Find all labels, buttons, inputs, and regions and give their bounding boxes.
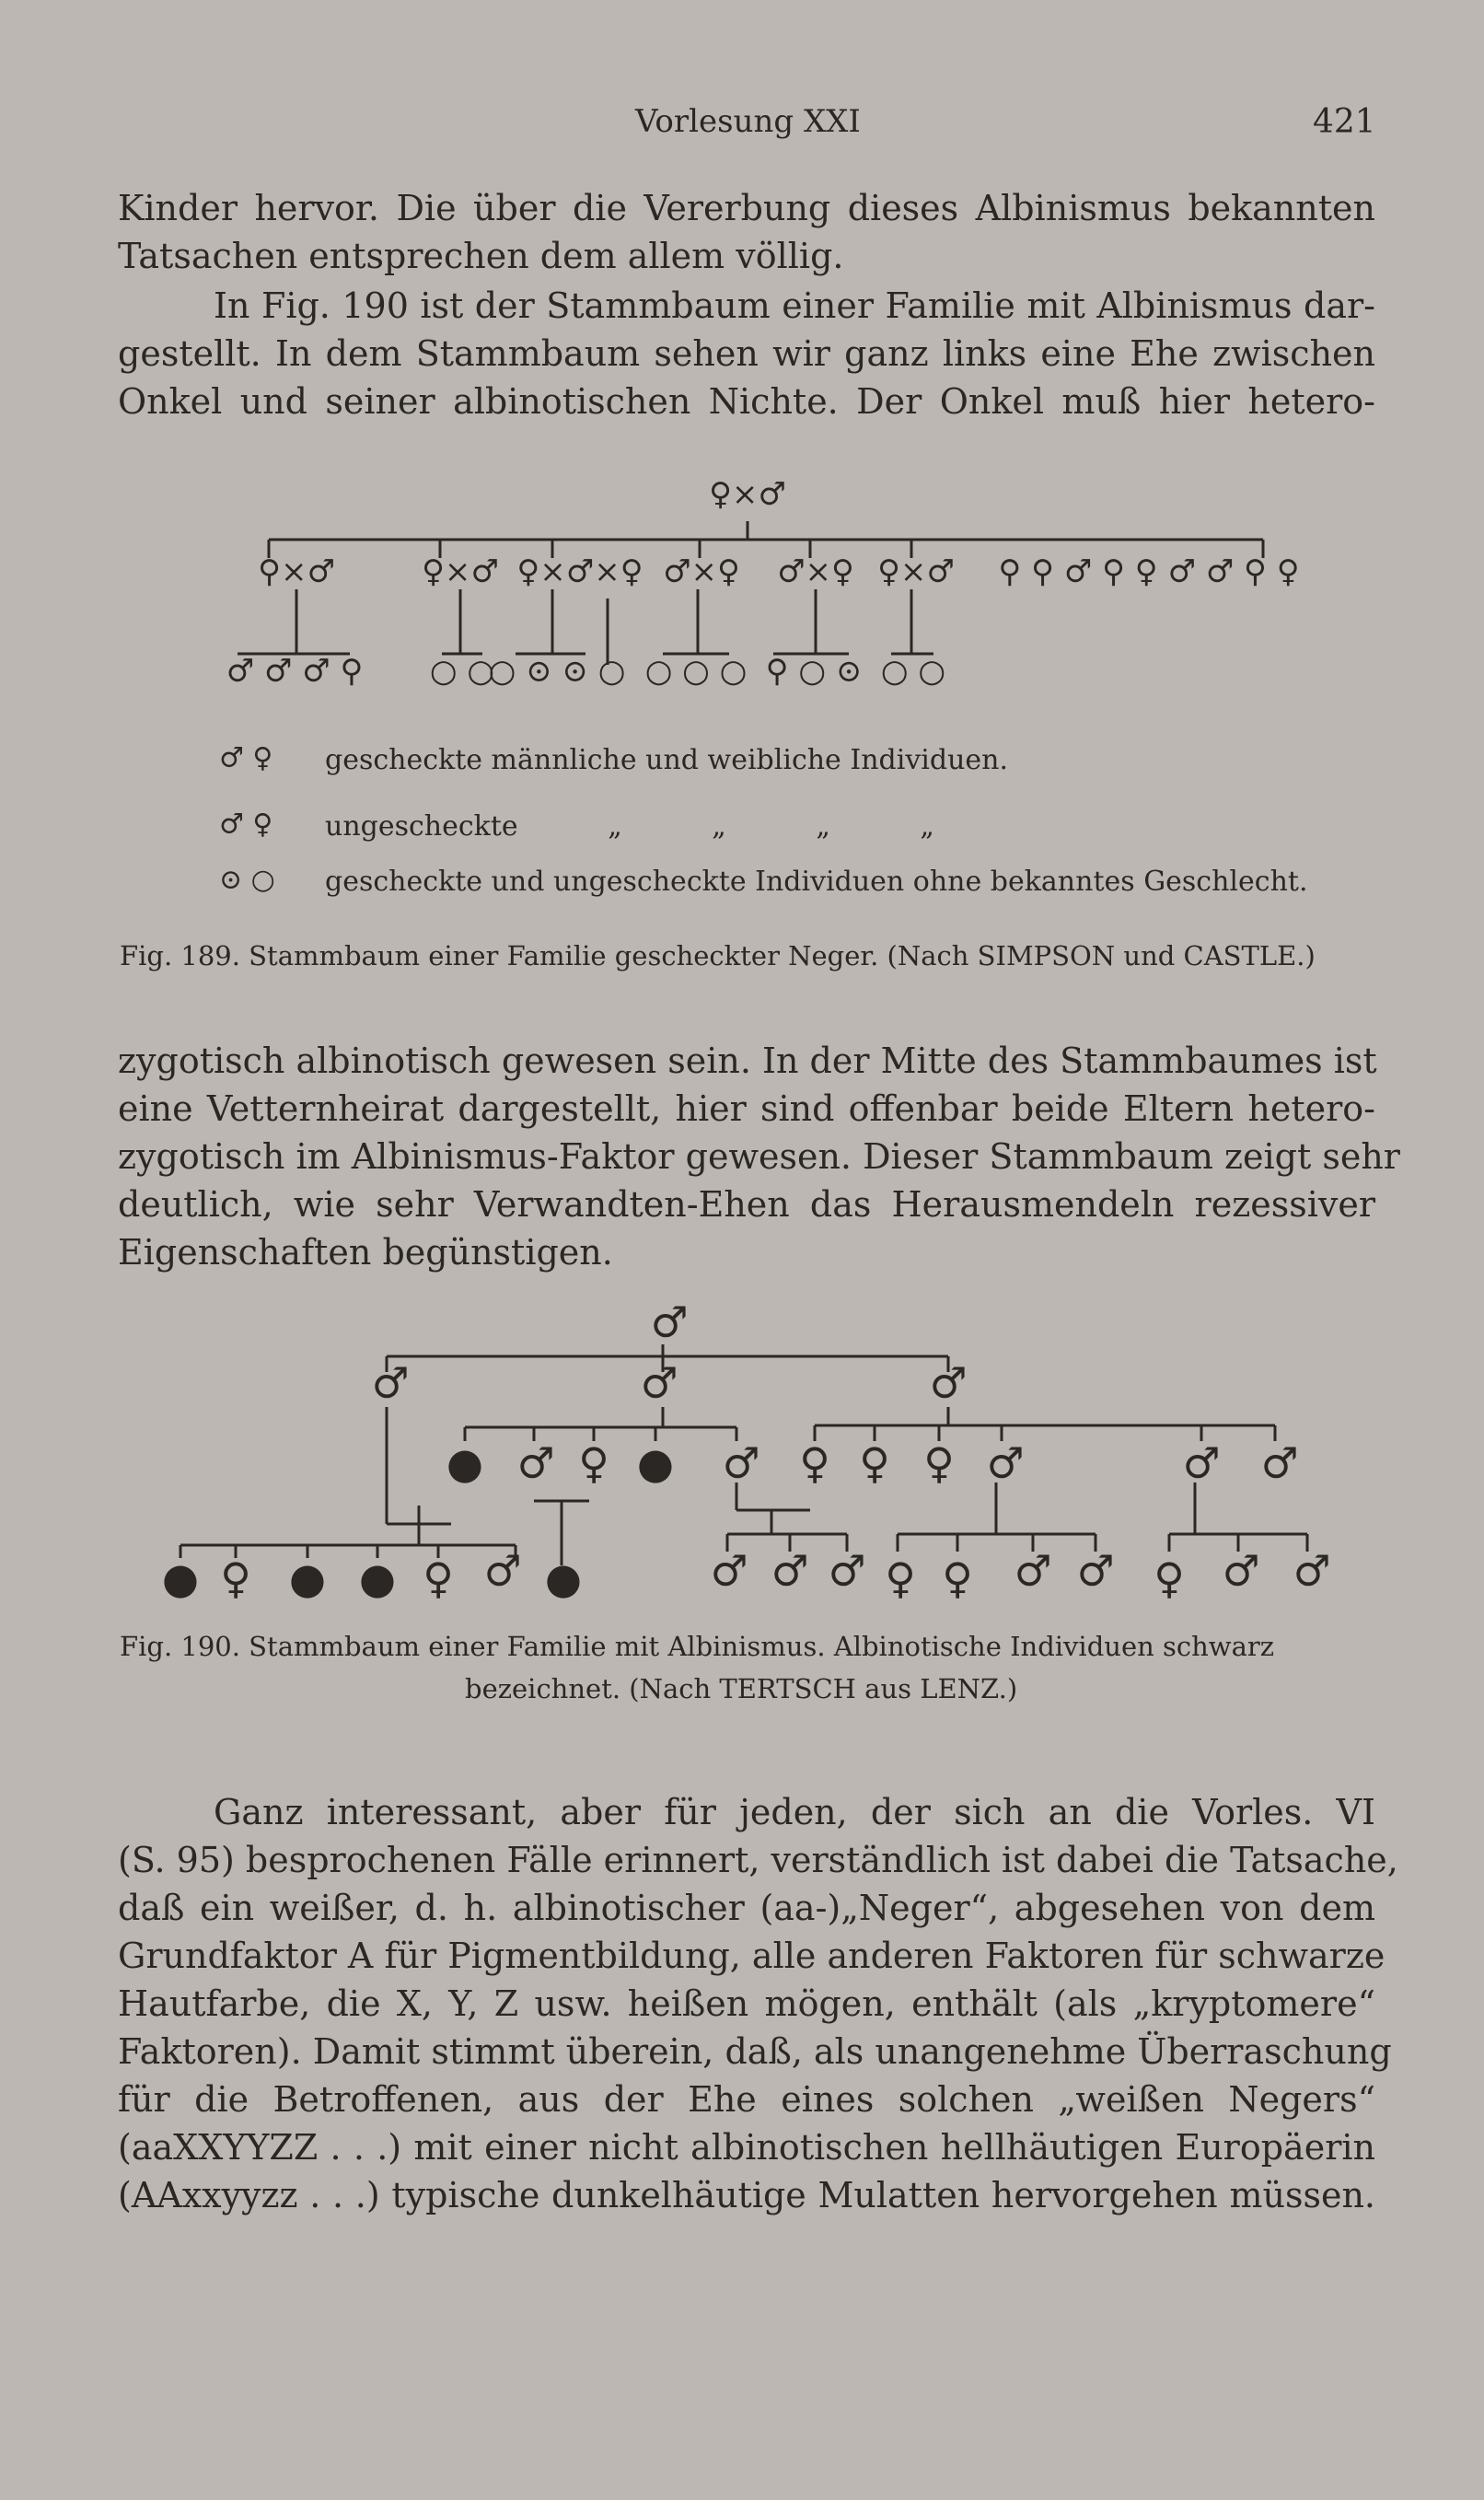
svg-text:♂: ♂ (640, 1358, 678, 1408)
paragraph-4 (118, 1788, 1398, 2219)
text-line: In Fig. 190 ist der Stammbaum einer Familie mit Albinismus dar- (214, 285, 1375, 326)
svg-text:♂ ♂ ♂ ⚲: ♂ ♂ ♂ ⚲ (226, 653, 364, 690)
figure-190-caption-line-2: bezeichnet. (Nach TERTSCH aus LENZ.) (465, 1673, 1018, 1704)
svg-text:♀: ♀ (885, 1553, 916, 1603)
page-number: 421 (1313, 103, 1376, 141)
text-line: Eigenschaften begünstigen. (118, 1232, 613, 1273)
legend-text: ungescheckte „ „ „ „ (325, 810, 934, 843)
text-line: (AAxxyyzz . . .) typische dunkelhäutige Mulatten hervorgehen müssen. (118, 2175, 1375, 2215)
figure-189-pedigree (0, 460, 1484, 727)
text-line: Ganz interessant, aber für jeden, der sich an die Vorles. VI (214, 1792, 1375, 1832)
svg-text:●: ● (358, 1553, 397, 1603)
svg-text:○ ○: ○ ○ (880, 653, 946, 690)
svg-text:♂: ♂ (1182, 1438, 1221, 1488)
legend-symbols: ♂ ♀ (219, 742, 273, 774)
svg-text:●: ● (446, 1438, 484, 1488)
svg-text:○ ○ ○: ○ ○ ○ (644, 653, 748, 690)
svg-text:●: ● (288, 1553, 327, 1603)
svg-text:⚲ ⚲ ♂ ⚲ ♀ ♂ ♂ ⚲ ♀: ⚲ ⚲ ♂ ⚲ ♀ ♂ ♂ ⚲ ♀ (998, 553, 1300, 590)
svg-text:♂: ♂ (710, 1546, 748, 1596)
paragraph-1 (118, 184, 1375, 280)
svg-text:♂: ♂ (1293, 1546, 1331, 1596)
svg-text:●: ● (544, 1553, 583, 1603)
svg-text:⚲ ○ ⊙: ⚲ ○ ⊙ (765, 653, 863, 690)
svg-text:●: ● (636, 1438, 675, 1488)
female-male-symbols: ♀×♂ (709, 476, 786, 513)
legend-symbols: ⊙ ○ (219, 864, 275, 896)
text-line: daß ein weißer, d. h. albinotischer (aa-)„Neger“, abgesehen von dem (118, 1888, 1375, 1928)
text-line: (S. 95) besprochenen Fälle erinnert, verständlich ist dabei die Tatsache, (118, 1840, 1398, 1880)
paragraph-2 (118, 282, 1375, 425)
text-line: Kinder hervor. Die über die Vererbung dieses Albinismus bekannten (118, 188, 1375, 228)
svg-text:♂×♀: ♂×♀ (777, 553, 854, 590)
figure-190-pedigree (0, 1289, 1484, 1607)
svg-text:♂: ♂ (371, 1358, 410, 1408)
figure-190-caption-line-1: Fig. 190. Stammbaum einer Familie mit Albinismus. Albinotische Individuen schwarz (120, 1631, 1275, 1662)
svg-text:♀: ♀ (923, 1438, 955, 1488)
svg-text:♂: ♂ (483, 1546, 522, 1596)
svg-text:♀×♂: ♀×♂ (877, 553, 955, 590)
text-line: eine Vetternheirat dargestellt, hier sind offenbar beide Eltern hetero- (118, 1088, 1375, 1129)
paragraph-3 (118, 1037, 1400, 1276)
svg-text:♂: ♂ (650, 1297, 689, 1347)
legend-text: gescheckte männliche und weibliche Individuen. (325, 744, 1009, 776)
svg-text:○ ⊙ ⊙ ○: ○ ⊙ ⊙ ○ (488, 653, 626, 690)
text-line: Faktoren). Damit stimmt überein, daß, als unangenehme Überraschung (118, 2031, 1392, 2072)
svg-text:♂: ♂ (1076, 1546, 1115, 1596)
svg-text:♂: ♂ (1014, 1546, 1052, 1596)
text-line: deutlich, wie sehr Verwandten-Ehen das Herausmendeln rezessiver (118, 1184, 1375, 1225)
figure-189-caption: Fig. 189. Stammbaum einer Familie gescheckter Neger. (Nach SIMPSON und CASTLE.) (120, 940, 1316, 971)
svg-text:♂: ♂ (516, 1438, 555, 1488)
text-line: Grundfaktor A für Pigmentbildung, alle anderen Faktoren für schwarze (118, 1936, 1385, 1976)
running-title: Vorlesung XXI (635, 103, 861, 140)
svg-text:♀×♂×♀: ♀×♂×♀ (516, 553, 643, 590)
legend-text: gescheckte und ungescheckte Individuen ohne bekanntes Geschlecht. (325, 866, 1308, 898)
svg-text:♂: ♂ (722, 1438, 760, 1488)
svg-text:♂: ♂ (1260, 1438, 1299, 1488)
svg-text:♀: ♀ (220, 1553, 251, 1603)
svg-text:♀: ♀ (942, 1553, 973, 1603)
text-line: gestellt. In dem Stammbaum sehen wir ganz links eine Ehe zwischen (118, 333, 1375, 374)
text-line: Tatsachen entsprechen dem allem völlig. (118, 236, 844, 276)
svg-text:♂: ♂ (828, 1546, 866, 1596)
svg-text:♀: ♀ (1154, 1553, 1185, 1603)
svg-text:♀: ♀ (423, 1553, 454, 1603)
text-line: zygotisch im Albinismus-Faktor gewesen. Dieser Stammbaum zeigt sehr (118, 1136, 1400, 1177)
svg-text:♀×♂: ♀×♂ (422, 553, 499, 590)
text-line: zygotisch albinotisch gewesen sein. In der Mitte des Stammbaumes ist (118, 1041, 1377, 1081)
text-line: Hautfarbe, die X, Y, Z usw. heißen mögen, enthält (als „kryptomere“ (118, 1983, 1375, 2024)
legend-symbols: ♂ ♀ (219, 808, 273, 841)
svg-text:○ ○: ○ ○ (429, 653, 495, 690)
svg-text:⚲×♂: ⚲×♂ (258, 553, 335, 590)
svg-text:♀: ♀ (799, 1438, 830, 1488)
svg-text:♂: ♂ (929, 1358, 968, 1408)
svg-text:●: ● (161, 1553, 200, 1603)
svg-text:♂: ♂ (986, 1438, 1025, 1488)
text-line: für die Betroffenen, aus der Ehe eines solchen „weißen Negers“ (118, 2079, 1375, 2120)
text-line: (aaXXYYZZ . . .) mit einer nicht albinotischen hellhäutigen Europäerin (118, 2127, 1375, 2168)
svg-text:♂: ♂ (1222, 1546, 1260, 1596)
svg-text:♂: ♂ (771, 1546, 809, 1596)
svg-text:♀: ♀ (859, 1438, 890, 1488)
svg-text:♀: ♀ (578, 1438, 609, 1488)
text-line: Onkel und seiner albinotischen Nichte. Der Onkel muß hier hetero- (118, 381, 1375, 422)
svg-text:♂×♀: ♂×♀ (663, 553, 740, 590)
